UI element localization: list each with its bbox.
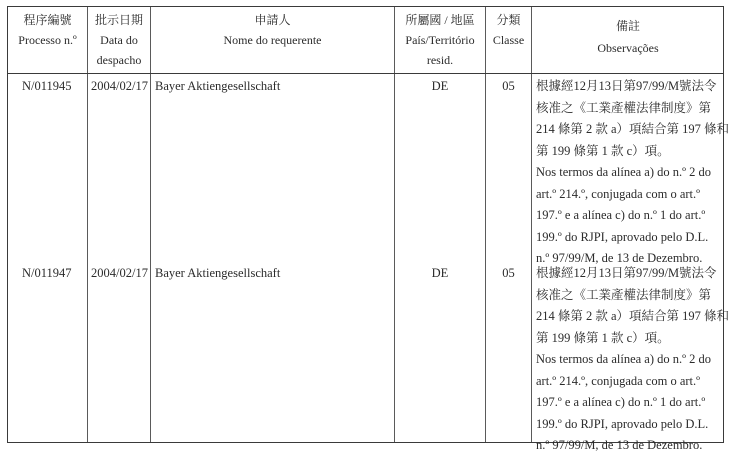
header-requerente-zh: 申請人: [254, 13, 291, 27]
header-processo-pt: Processo n.º: [18, 33, 77, 47]
obs-line: 197.º e a alínea c) do n.º 1 do art.º: [536, 395, 706, 409]
pais-cell: DE: [431, 79, 449, 93]
header-divider: [8, 73, 723, 74]
header-pais-pt1: País/Território: [405, 33, 475, 47]
header-obs-zh: 備註: [615, 19, 640, 33]
obs-line: 核准之《工業產權法律制度》第: [536, 100, 712, 115]
obs-line: 核准之《工業產權法律制度》第: [536, 287, 712, 302]
requerente-cell: Bayer Aktiengesellschaft: [155, 266, 281, 280]
observacoes-cell: [536, 263, 729, 457]
obs-line: Nos termos da alínea a) do n.º 2 do: [536, 352, 712, 366]
processo-cell: N/011945: [22, 79, 72, 93]
header-data: [88, 7, 150, 73]
obs-line: Nos termos da alínea a) do n.º 2 do: [536, 165, 712, 179]
header-requerente-pt: Nome do requerente: [223, 33, 322, 47]
header-obs: [532, 7, 724, 73]
obs-line: 199.º do RJPI, aprovado pelo D.L.: [536, 416, 709, 431]
obs-line: 根據經12月13日第97/99/M號法令: [536, 79, 717, 93]
header-pais-pt2: resid.: [426, 53, 454, 67]
header-pais-zh: 所屬國 / 地區: [405, 13, 475, 27]
header-data-zh: 批示日期: [94, 13, 143, 27]
obs-line: 第 199 條第 1 款 c）項。: [536, 143, 670, 158]
registry-table: [7, 6, 730, 452]
obs-line: art.º 214.º, conjugada com o art.º: [536, 186, 701, 201]
header-data-pt2: despacho: [96, 53, 142, 67]
header-processo-zh: 程序編號: [23, 13, 72, 27]
obs-line: 第 199 條第 1 款 c）項。: [536, 330, 670, 345]
data-cell: 2004/02/17: [91, 79, 148, 93]
observacoes-cell: [536, 76, 729, 270]
obs-line: 214 條第 2 款 a）項結合第 197 條和: [536, 122, 730, 136]
classe-cell: 05: [502, 266, 515, 280]
classe-cell: 05: [502, 79, 515, 93]
header-data-pt1: Data do: [100, 33, 138, 47]
header-pais: [395, 7, 485, 73]
obs-line: 199.º do RJPI, aprovado pelo D.L.: [536, 229, 709, 244]
header-processo: [8, 7, 87, 73]
processo-cell: N/011947: [22, 266, 72, 280]
obs-line: 214 條第 2 款 a）項結合第 197 條和: [536, 309, 730, 323]
header-classe-pt: Classe: [492, 33, 525, 47]
pais-cell: DE: [431, 266, 449, 280]
header-classe: [486, 7, 531, 73]
obs-line: n.º 97/99/M, de 13 de Dezembro.: [536, 251, 703, 265]
obs-line: 197.º e a alínea c) do n.º 1 do art.º: [536, 208, 706, 222]
data-cell: 2004/02/17: [91, 266, 148, 280]
obs-line: art.º 214.º, conjugada com o art.º: [536, 373, 701, 388]
header-obs-pt: Observações: [597, 41, 659, 55]
requerente-cell: Bayer Aktiengesellschaft: [155, 79, 281, 93]
header-classe-zh: 分類: [496, 13, 521, 27]
obs-line: 根據經12月13日第97/99/M號法令: [536, 266, 717, 280]
obs-line: n.º 97/99/M, de 13 de Dezembro.: [536, 438, 703, 452]
header-requerente: [151, 7, 394, 73]
